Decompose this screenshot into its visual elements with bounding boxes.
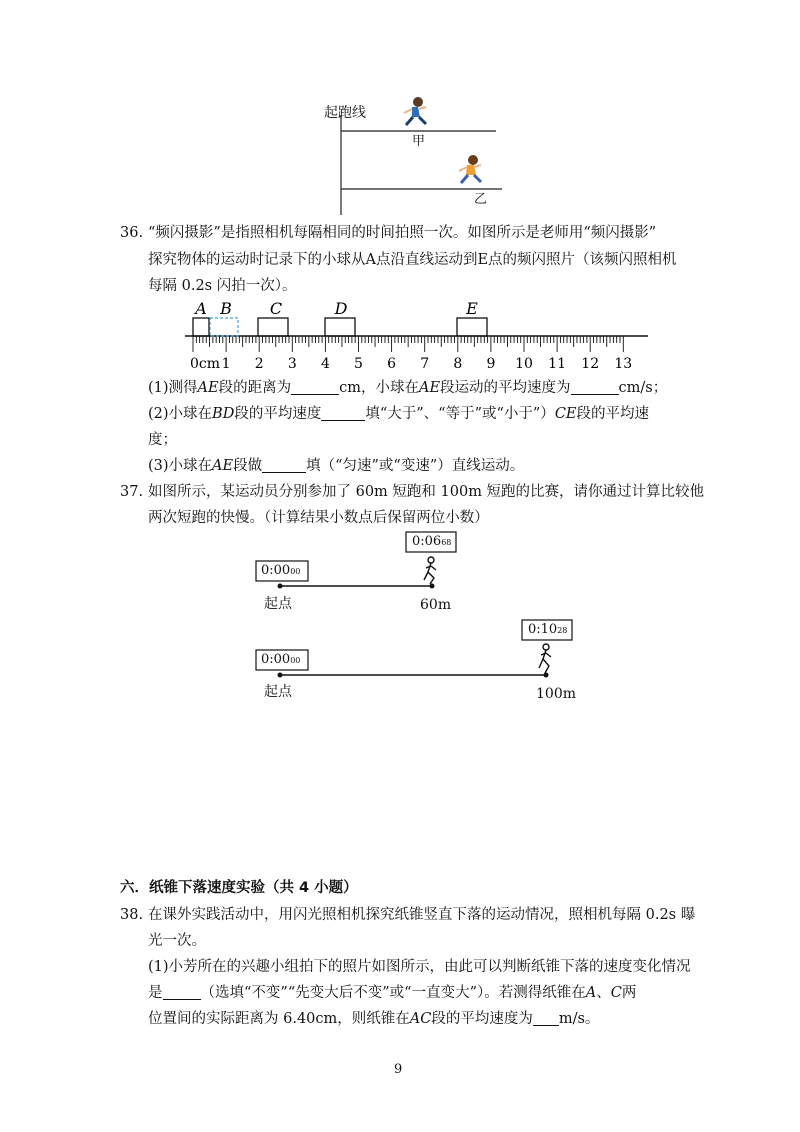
frame-e — [457, 318, 487, 336]
timer-start-1 — [261, 562, 300, 581]
q38-s1-l2-c-pos: C — [610, 985, 622, 1001]
q36-s2-seg-ce: CE — [554, 406, 577, 422]
q38-line1: 在课外实践活动中，用闪光照相机探究纸锥竖直下落的运动情况，照相机每隔 0.2s 曝 — [148, 907, 696, 923]
ruler-tick-label: 4 — [320, 356, 330, 372]
q36-s1-text-d: cm，小球在 — [339, 380, 419, 396]
ruler-tick-label: 3 — [287, 356, 297, 372]
q36-line3: 每隔 0.2s 闪拍一次）。 — [148, 278, 297, 294]
q37-line1: 如图所示，某运动员分别参加了 60m 短跑和 100m 短跑的比赛，请你通过计算比较他 — [148, 484, 705, 500]
runner-60m-icon — [424, 557, 436, 584]
q36-s2-text-c: 段的平均速度 — [234, 406, 322, 422]
lane-yi-label: 乙 — [474, 192, 488, 207]
ruler-tick-label: 6 — [387, 356, 397, 372]
ruler-point-letter: C — [269, 299, 283, 318]
ruler-tick-label: 12 — [581, 356, 600, 372]
race-figure — [320, 95, 520, 215]
timer-60m — [412, 533, 451, 552]
runner-100m-icon — [539, 644, 551, 673]
timer-60m-main: 0:06 — [412, 534, 442, 549]
timer-start-2-sub: 00 — [290, 656, 301, 665]
q36-s3-text-a: (3)小球在 — [148, 458, 213, 474]
q36-s3-text-c: 段做 — [233, 458, 263, 474]
ruler-tick-label: 11 — [548, 356, 567, 372]
q36-line1: “频闪摄影”是指照相机每隔相同的时间拍照一次。如图所示是老师用“频闪摄影” — [148, 225, 657, 241]
q36-s1-blank-speed[interactable] — [571, 378, 619, 395]
ruler-ticks — [193, 336, 623, 352]
ruler-svg — [180, 296, 660, 376]
q38-sub1-line1: (1)小芳所在的兴趣小组拍下的照片如图所示，由此可以判断纸锥下落的速度变化情况 — [148, 959, 691, 975]
q38-sub1-line3 — [148, 1007, 599, 1031]
timer-60m-sub: 68 — [441, 538, 452, 547]
timer-100m-main: 0:10 — [528, 622, 558, 637]
q36-s1-text-g: cm/s； — [618, 380, 668, 396]
q36-s3-text-d: 填（“匀速”或“变速”）直线运动。 — [306, 458, 525, 474]
start-label-2: 起点 — [264, 684, 292, 700]
dist-100m-label: 100m — [536, 686, 576, 702]
q36-s1-text-c: 段的距离为 — [218, 380, 292, 396]
frame-a — [193, 318, 209, 336]
ruler-letters — [193, 299, 478, 318]
q36-s2-text-a: (2)小球在 — [148, 406, 213, 422]
runner-jia-icon — [404, 97, 426, 125]
ruler-tick-label: 13 — [614, 356, 633, 372]
q38-s1-l3-d: m/s。 — [558, 1011, 600, 1027]
q38-s1-blank-trend[interactable] — [163, 983, 201, 1000]
ruler-labels — [190, 356, 632, 372]
q37-number: 37. — [120, 484, 144, 500]
timer-start-1-sub: 00 — [290, 567, 301, 576]
q36-sub1 — [148, 376, 667, 400]
q36-s2-blank[interactable] — [321, 404, 365, 421]
q38-s1-l2-a: 是 — [148, 985, 163, 1001]
q36-line2 — [148, 248, 677, 272]
ruler-unit-label: 0cm — [190, 356, 221, 372]
q38-s1-l2-d: 、 — [596, 985, 611, 1001]
q36-s1-text-f: 段运动的平均速度为 — [440, 380, 571, 396]
q36-s2-text-f: 段的平均速 — [576, 406, 649, 422]
q38-sub1-line2 — [148, 981, 636, 1005]
frame-b — [210, 318, 238, 336]
q36-s1-seg-ae: AE — [197, 380, 219, 396]
q36-s1-blank-distance[interactable] — [291, 378, 339, 395]
q36-s2-seg-bd: BD — [212, 406, 235, 422]
ruler-point-letter: D — [334, 299, 348, 318]
runner-yi-icon — [459, 155, 481, 183]
ruler-tick-label: 7 — [420, 356, 430, 372]
q36-line2-text: 探究物体的运动时记录下的小球从A点沿直线运动到E点的频闪照片（该频闪照相机 — [148, 252, 677, 268]
q36-s3-seg-ae: AE — [212, 458, 234, 474]
ruler-point-letter: A — [195, 299, 207, 318]
page-number: 9 — [394, 1062, 403, 1077]
q36-s1-text-a: (1)测得 — [148, 380, 198, 396]
ruler-tick-label: 1 — [221, 356, 231, 372]
q38-s1-l2-b: （选填“不变”“先变大后不变”或“一直变大”）。若测得纸锥在 — [200, 985, 586, 1001]
timer-100m-sub: 28 — [557, 626, 568, 635]
timer-start-2 — [261, 651, 300, 670]
ruler-point-letter: E — [466, 299, 478, 318]
q38-s1-blank-speed[interactable] — [533, 1009, 559, 1026]
q36-sub2-cont: 度； — [148, 432, 177, 448]
ruler-tick-label: 8 — [453, 356, 463, 372]
start-line-label: 起跑线 — [324, 105, 366, 121]
lane-jia-label: 甲 — [412, 134, 426, 149]
ruler-tick-label: 9 — [486, 356, 496, 372]
q38-s1-l3-c: 段的平均速度为 — [431, 1011, 533, 1027]
ruler-tick-label: 5 — [354, 356, 363, 372]
q38-s1-l2-f: 两 — [621, 985, 637, 1001]
timer-100m — [528, 621, 567, 640]
q38-number: 38. — [120, 907, 144, 923]
section-6-title: 六．纸锥下落速度实验（共 4 小题） — [120, 880, 358, 896]
ruler-point-letter: B — [220, 299, 232, 318]
q36-s2-text-d: 填“大于”、“等于”或“小于”） — [365, 406, 555, 422]
ruler-figure — [180, 296, 660, 376]
ruler-tick-label: 2 — [254, 356, 264, 372]
timer-start-1-main: 0:00 — [261, 563, 291, 578]
q38-s1-l3-a: 位置间的实际距离为 6.40cm，则纸锥在 — [148, 1011, 410, 1027]
q36-sub3 — [148, 454, 524, 478]
q36-s3-blank[interactable] — [262, 456, 306, 473]
q36-number: 36. — [120, 225, 144, 241]
q38-line2: 光一次。 — [148, 933, 206, 949]
start-label-1: 起点 — [264, 596, 292, 612]
ruler-tick-label: 10 — [515, 356, 533, 372]
frame-d — [325, 318, 355, 336]
q36-s1-seg-ae2: AE — [418, 380, 441, 396]
dist-60m-label: 60m — [420, 597, 452, 613]
timer-start-2-main: 0:00 — [261, 652, 291, 667]
q37-line2: 两次短跑的快慢。（计算结果小数点后保留两位小数） — [148, 510, 489, 526]
frame-c — [258, 318, 288, 336]
q36-sub2 — [148, 402, 649, 426]
sprint-figure — [250, 530, 590, 710]
q38-s1-l2-a-pos: A — [585, 985, 597, 1001]
q38-s1-l3-ac: AC — [409, 1011, 432, 1027]
